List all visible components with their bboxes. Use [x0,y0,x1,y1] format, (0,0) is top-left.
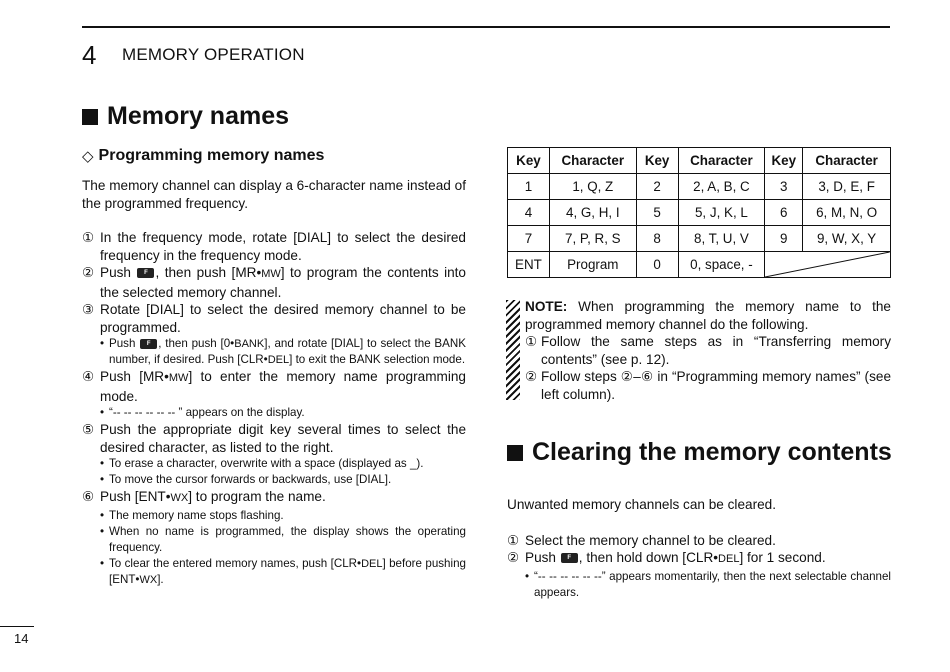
step-4-bullet: • “-- -- -- -- -- -- ” appears on the display. [100,406,305,419]
function-key-icon: F [561,553,578,563]
step-6-bullet-3: • To clear the entered memory names, push [CLR•DEL] before pushing [ENT•WX]. [100,556,466,586]
character-key-table [507,147,891,278]
left-column-body [82,177,466,588]
diamond-icon: ◇ [82,148,94,165]
diagonal-line-icon [765,252,890,277]
function-key-icon: F [140,339,157,349]
note-text: When programming the memory name to the programmed memory channel do the following. [525,299,891,332]
table-header: Key [636,148,678,174]
intro-paragraph: The memory channel can display a 6-character name instead of the programmed frequency. [82,178,466,211]
table-row: ENT Program 0 0, space, - [508,252,891,278]
step-6-bullet-2: • When no name is programmed, the display shows the operating frequency. [100,524,466,554]
step-6: ⑥ Push [ENT•WX] to program the name. [82,489,326,504]
square-bullet-icon [507,445,523,461]
section-title-memory-names: Memory names [82,102,289,131]
step-1: ① In the frequency mode, rotate [DIAL] to select the desired frequency in the frequency mode. [82,230,466,263]
note-item-1: ① Follow the same steps as in “Transferring memory contents” (see p. 12). [525,334,891,367]
page-number: 14 [14,631,29,646]
table-header: Character [549,148,636,174]
step-3-bullet: • Push F , then push [0•BANK], and rotate [DIAL] to select the BANK number, if desired. Push [CLR•DEL] to exit the BANK selection mode. [100,337,466,366]
step-5: ⑤ Push the appropriate digit key several times to select the desired character, as listed to the right. [82,422,466,455]
top-rule [82,26,890,28]
step-5-bullet-2: • To move the cursor forwards or backwards, use [DIAL]. [100,473,392,486]
clearing-step-1: ① Select the memory channel to be cleared. [507,532,776,548]
section-title-clearing: Clearing the memory contents [507,438,892,467]
table-row: 4 4, G, H, I 5 5, J, K, L 6 6, M, N, O [508,200,891,226]
table-header: Key [508,148,550,174]
table-header: Key [765,148,803,174]
subsection-title: ◇ Programming memory names [82,147,325,165]
step-5-bullet-1: • To erase a character, overwrite with a space (displayed as _). [100,457,424,470]
function-key-icon: F [137,268,154,278]
note-block [525,298,891,403]
chapter-title: MEMORY OPERATION [122,45,305,64]
clearing-body [507,496,891,601]
chapter-number: 4 [82,40,97,70]
table-header: Character [803,148,891,174]
table-header-row [508,148,891,174]
note-label: NOTE: [525,299,568,314]
table-row: 7 7, P, R, S 8 8, T, U, V 9 9, W, X, Y [508,226,891,252]
note-hatch-icon [506,300,520,400]
empty-diagonal-cell [765,252,891,278]
table-header: Character [678,148,765,174]
clearing-intro: Unwanted memory channels can be cleared. [507,497,777,512]
square-bullet-icon [82,109,98,125]
step-2: ② Push F , then push [MR•MW] to program the contents into the selected memory channel. [82,265,466,300]
clearing-step-2: ② Push F , then hold down [CLR•DEL] for 1 second. [507,550,826,565]
step-3: ③ Rotate [DIAL] to select the desired memory channel to be programmed. [82,302,466,335]
page-number-rule [0,626,34,627]
step-6-bullet-1: • The memory name stops flashing. [100,508,284,522]
clearing-bullet: • “-- -- -- -- -- --” appears momentarily, then the next selectable channel appears. [525,569,891,599]
table-row: 1 1, Q, Z 2 2, A, B, C 3 3, D, E, F [508,174,891,200]
step-4: ④ Push [MR•MW] to enter the memory name programming mode. [82,369,466,404]
note-item-2: ② Follow steps ②–⑥ in “Programming memory names” (see left column). [525,369,891,402]
